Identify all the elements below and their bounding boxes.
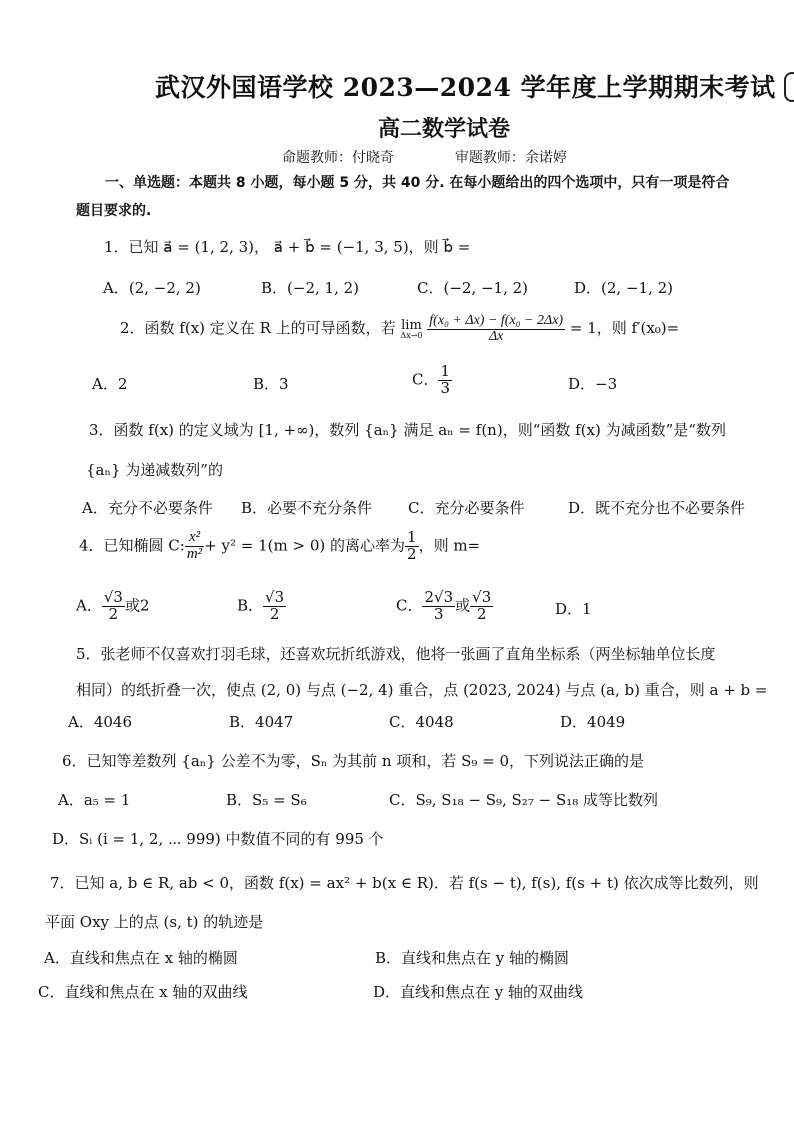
question-7-line1: 7．已知 a, b ∈ R, ab < 0，函数 f(x) = ax² + b(x ∈ R)．若 f(s − t), f(s), f(s + t) 依次成等比数列，则: [50, 874, 759, 892]
q4-option-c-num1: 2√3: [424, 588, 454, 606]
q4-ellipse-fraction: [185, 530, 204, 563]
q4-option-c: [396, 590, 493, 623]
question-3-line1: 3．函数 f(x) 的定义域为 [1, +∞)，数列 {aₙ} 满足 aₙ = f(n)，则“函数 f(x) 为减函数”是“数列: [89, 421, 726, 439]
setter-label: 命题教师：: [282, 150, 352, 166]
q4-frac-num: x²: [185, 530, 204, 547]
q5-option-b: B．4047: [229, 713, 294, 731]
q4-option-c-fraction-2: [470, 590, 493, 623]
q6-option-d: D．Sᵢ (i = 1, 2, ⋯ 999) 中数值不同的有 995 个: [52, 830, 384, 848]
q5-option-a: A．4046: [68, 713, 133, 731]
q2-suffix: = 1，则 f′(x₀)=: [569, 319, 680, 338]
q4-eccentricity: [405, 530, 419, 563]
q3-option-a: A．充分不必要条件: [82, 499, 213, 517]
setter-name: 付晓奇: [352, 150, 394, 166]
q4-option-b-fraction: [263, 590, 286, 623]
q4-option-a: [76, 590, 150, 623]
q2-lim-sub: Δx→0: [400, 330, 423, 340]
reviewer-label: 审题教师：: [454, 150, 525, 166]
q4-middle: + y² = 1(m > 0) 的离心率为: [204, 536, 406, 555]
q2-prefix: 2．函数 f(x) 定义在 R 上的可导函数，若: [120, 319, 396, 338]
q4-option-c-mid: 或: [455, 596, 471, 615]
q1-option-b: B．(−2, 1, 2): [261, 279, 359, 297]
page-edge-mark: [784, 72, 794, 102]
question-3-line2: {aₙ} 为递减数列”的: [86, 461, 223, 479]
section-heading-line2: 题目要求的.: [76, 203, 152, 219]
q3-option-d: D．既不充分也不必要条件: [568, 499, 746, 517]
q4-prefix: 4．已知椭圆 C:: [79, 536, 185, 555]
q2-option-d: D．−3: [568, 375, 618, 393]
q2-numerator: f(x₀ + Δx) − f(x₀ − 2Δx): [429, 313, 564, 328]
q6-option-a: A．a₅ = 1: [58, 791, 131, 809]
q2-option-c-fraction: [438, 364, 452, 397]
q2-option-c: [412, 364, 452, 397]
q5-option-d: D．4049: [560, 713, 626, 731]
question-5-line2: 相同）的纸折叠一次，使点 (2, 0) 与点 (−2, 4) 重合，点 (2023, 2024) 与点 (a, b) 重合，则 a + b =: [76, 681, 768, 699]
q4-option-a-den: 2: [108, 604, 119, 623]
q2-option-c-label: C．: [412, 370, 439, 389]
q4-option-c-den1: 3: [434, 604, 444, 623]
q1-option-a: A．(2, −2, 2): [103, 279, 201, 297]
reviewer-name: 余诺婷: [524, 150, 567, 166]
q4-ecc-num: 1: [407, 528, 417, 546]
staff-line: [282, 147, 567, 167]
q4-option-a-num: √3: [103, 588, 123, 606]
question-5-line1: 5．张老师不仅喜欢打羽毛球，还喜欢玩折纸游戏，他将一张画了直角坐标系（两坐标轴单位长度: [76, 645, 716, 663]
q3-option-b: B．必要不充分条件: [241, 499, 373, 517]
q4-suffix: ，则 m=: [418, 536, 481, 555]
q4-option-b-num: √3: [265, 588, 285, 606]
q4-option-b-den: 2: [269, 604, 280, 623]
q2-denominator: Δx: [488, 328, 504, 344]
q2-limit: [400, 319, 422, 340]
q7-option-b: B．直线和焦点在 y 轴的椭圆: [375, 949, 570, 967]
q1-option-d: D．(2, −1, 2): [574, 279, 674, 297]
q2-lim-word: lim: [401, 317, 422, 333]
q4-option-d: D．1: [555, 600, 592, 618]
q7-option-a: A．直线和焦点在 x 轴的椭圆: [44, 949, 238, 967]
q4-option-b-label: B．: [237, 596, 264, 615]
q7-option-d: D．直线和焦点在 y 轴的双曲线: [373, 983, 584, 1001]
q7-option-c: C．直线和焦点在 x 轴的双曲线: [38, 983, 248, 1001]
exam-title: 武汉外国语学校 2023—2024 学年度上学期期末考试: [155, 73, 776, 102]
question-1-stem: 1．已知 a⃗ = (1, 2, 3)， a⃗ + b⃗ = (−1, 3, 5)，则 b⃗ =: [104, 238, 471, 256]
q4-option-c-num2: √3: [472, 588, 492, 606]
q5-option-c: C．4048: [389, 713, 454, 731]
q2-option-c-num: 1: [440, 362, 451, 380]
q3-option-c: C．充分必要条件: [408, 499, 525, 517]
question-4-stem: [79, 530, 480, 563]
q1-option-c: C．(−2, −1, 2): [417, 279, 529, 297]
q4-option-c-label: C．: [396, 596, 423, 615]
q4-option-c-fraction-1: [422, 590, 455, 623]
question-7-line2: 平面 Oxy 上的点 (s, t) 的轨迹是: [45, 913, 264, 931]
q4-frac-den: m²: [186, 545, 203, 562]
q2-option-c-den: 3: [440, 378, 451, 397]
q2-fraction: [427, 314, 565, 344]
question-2-stem: [120, 314, 679, 344]
q4-option-a-tail: 或2: [124, 596, 150, 615]
q4-option-b: [237, 590, 286, 623]
q4-option-a-label: A．: [76, 596, 102, 615]
q2-option-a: A．2: [92, 375, 128, 393]
q4-option-c-den2: 2: [476, 604, 487, 623]
q6-option-b: B．S₅ = S₆: [226, 791, 307, 809]
question-6-stem: 6．已知等差数列 {aₙ} 公差不为零，Sₙ 为其前 n 项和，若 S₉ = 0，下列说法正确的是: [62, 752, 645, 770]
q4-ecc-den: 2: [407, 544, 417, 563]
q6-option-c: C．S₉, S₁₈ − S₉, S₂₇ − S₁₈ 成等比数列: [389, 791, 659, 809]
exam-subtitle: 高二数学试卷: [378, 116, 511, 142]
q2-option-b: B．3: [253, 375, 289, 393]
section-heading-line1: 一、单选题：本题共 8 小题，每小题 5 分，共 40 分. 在每小题给出的四个选项中，只有一项是符合: [105, 175, 730, 191]
q4-option-a-fraction: [102, 590, 125, 623]
